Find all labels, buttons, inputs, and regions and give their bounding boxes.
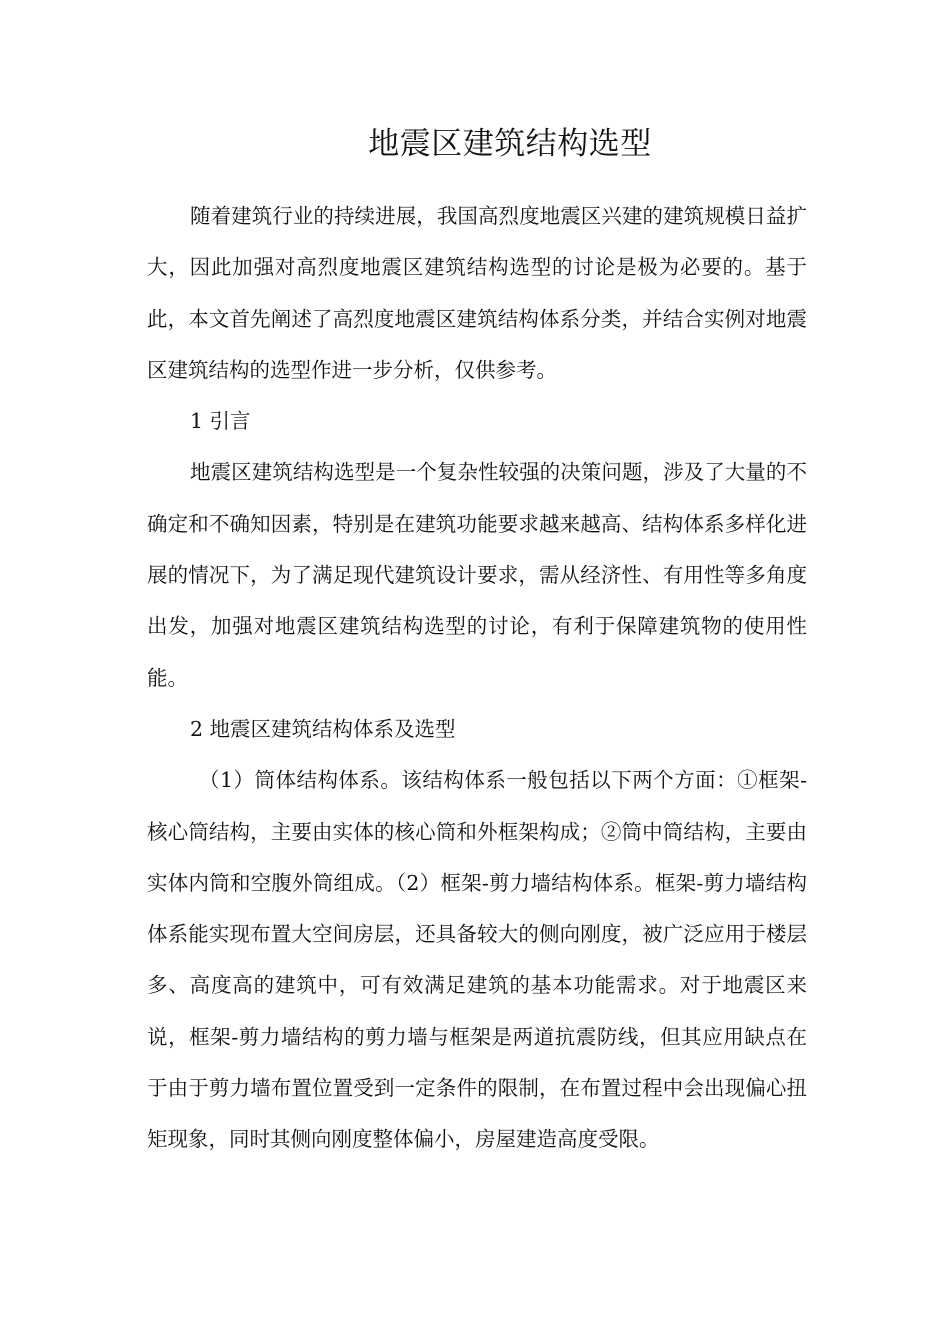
section-heading-introduction: 1 引言 bbox=[190, 409, 251, 434]
structure-systems-paragraph: （1）筒体结构体系。该结构体系一般包括以下两个方面：①框架-核心筒结构，主要由实体的核心筒和外框架构成；②筒中筒结构，主要由实体内筒和空腹外筒组成。（2）框架-剪力墙结构体系。框架-剪力墙结构体系能实现布置大空间房层，还具备较大的侧向刚度，被广泛应用于楼层多、高度高的建筑中，可有效满足建筑的基本功能需求。对于地震区来说，框架-剪力墙结构的剪力墙与框架是两道抗震防线，但其应用缺点在于由于剪力墙布置位置受到一定条件的限制，在布置过程中会出现偏心扭矩现象，同时其侧向刚度整体偏小，房屋建造高度受限。 bbox=[147, 768, 807, 1152]
intro-paragraph: 随着建筑行业的持续进展，我国高烈度地震区兴建的建筑规模日益扩大，因此加强对高烈度地震区建筑结构选型的讨论是极为必要的。基于此，本文首先阐述了高烈度地震区建筑结构体系分类，并结合实例对地震区建筑结构的选型作进一步分析，仅供参考。 bbox=[147, 204, 807, 382]
section-heading-structure-systems: 2 地震区建筑结构体系及选型 bbox=[190, 716, 456, 741]
introduction-paragraph: 地震区建筑结构选型是一个复杂性较强的决策问题，涉及了大量的不确定和不确知因素，特别是在建筑功能要求越来越高、结构体系多样化进展的情况下，为了满足现代建筑设计要求，需从经济性、有用性等多角度出发，加强对地震区建筑结构选型的讨论，有利于保障建筑物的使用性能。 bbox=[147, 460, 807, 690]
document-body bbox=[147, 191, 807, 1166]
document-title: 地震区建筑结构选型 bbox=[368, 126, 652, 162]
